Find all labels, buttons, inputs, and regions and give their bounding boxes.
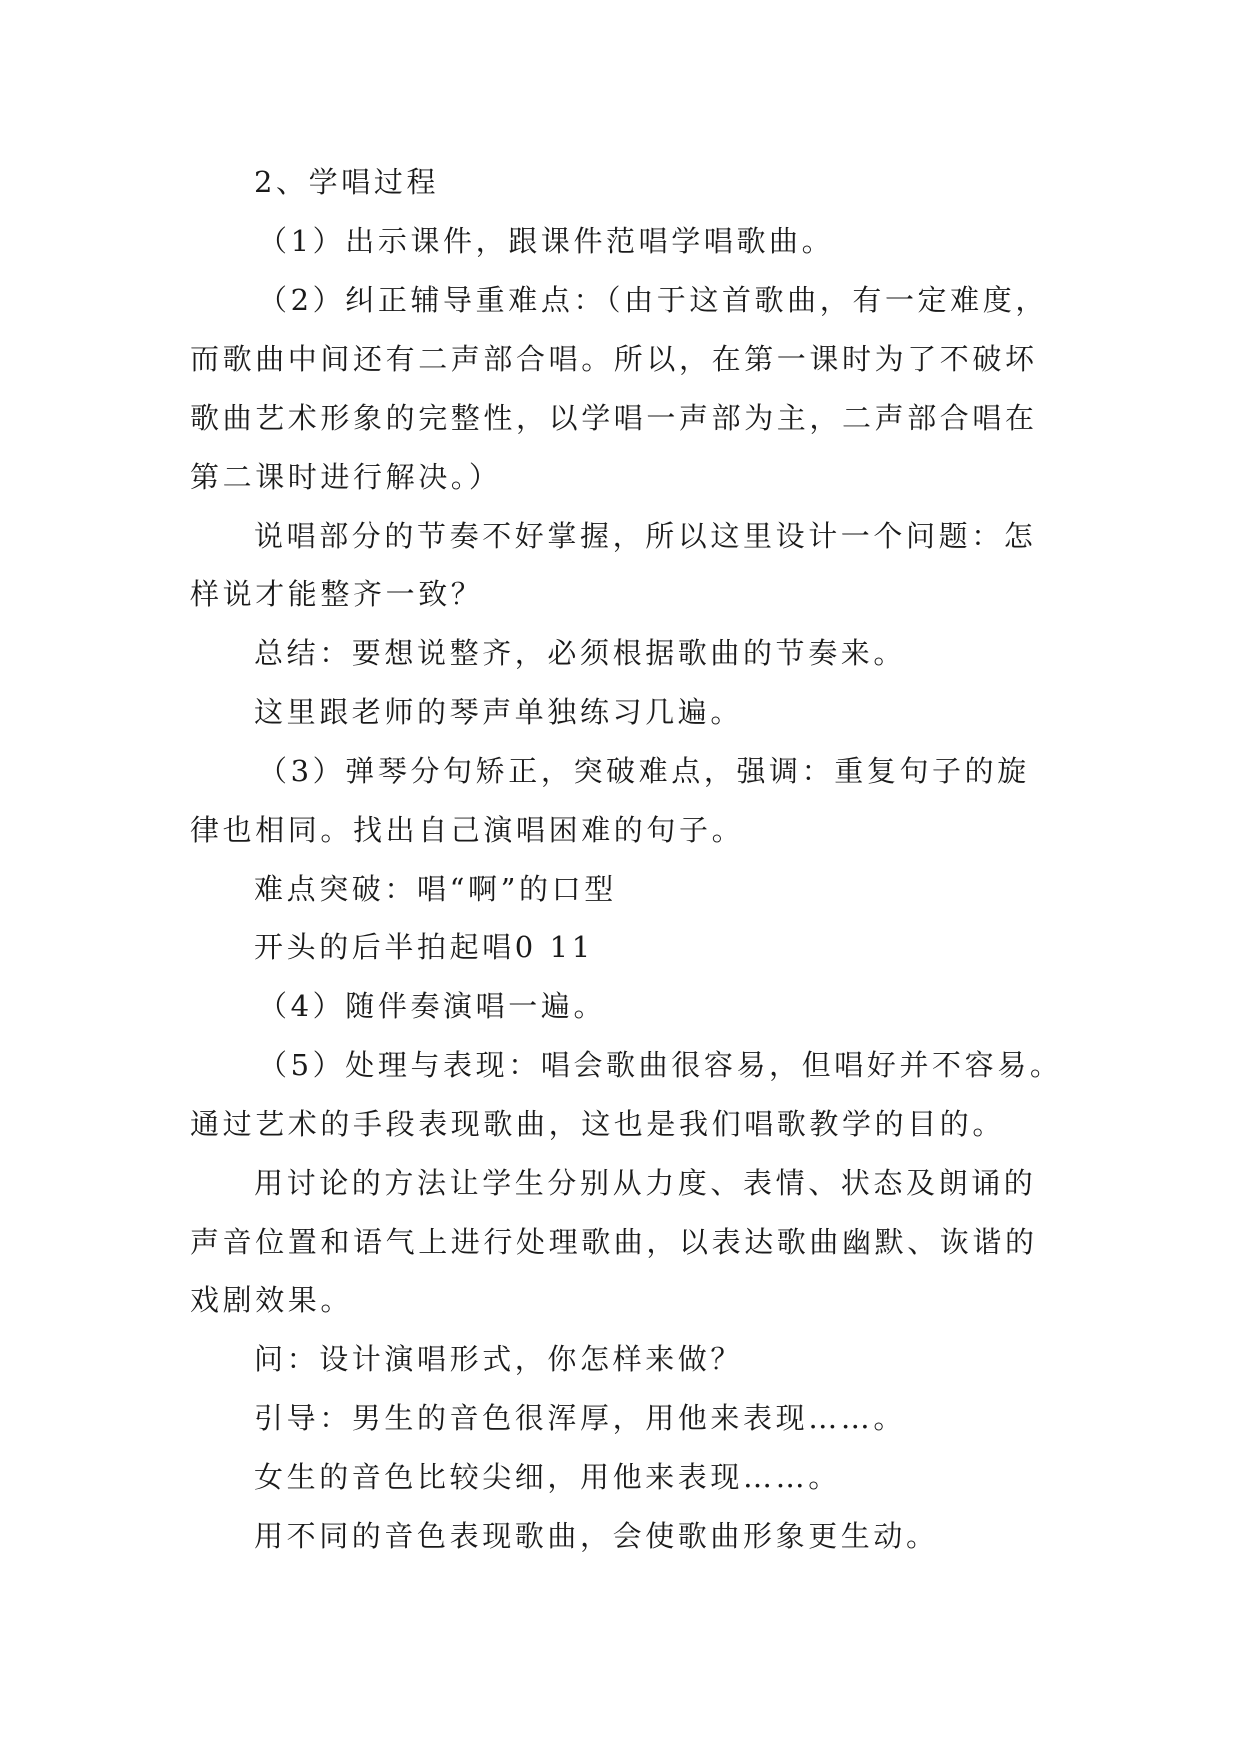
- paragraph-line: 而歌曲中间还有二声部合唱。所以，在第一课时为了不破坏: [190, 342, 1038, 376]
- paragraph-line: 问：设计演唱形式，你怎样来做？: [254, 1342, 744, 1376]
- paragraph-line: 样说才能整齐一致？: [190, 577, 484, 611]
- paragraph-line: 声音位置和语气上进行处理歌曲，以表达歌曲幽默、诙谐的: [190, 1225, 1038, 1259]
- paragraph-line: （1）出示课件，跟课件范唱学唱歌曲。: [258, 224, 835, 258]
- paragraph-line: 律也相同。找出自己演唱困难的句子。: [190, 813, 745, 847]
- paragraph-line: 用不同的音色表现歌曲，会使歌曲形象更生动。: [254, 1519, 939, 1553]
- paragraph-line: 歌曲艺术形象的完整性，以学唱一声部为主，二声部合唱在: [190, 401, 1038, 435]
- paragraph-line: 引导：男生的音色很浑厚，用他来表现……。: [254, 1401, 907, 1435]
- paragraph-line: 说唱部分的节奏不好掌握，所以这里设计一个问题：怎: [254, 519, 1037, 553]
- paragraph-line: 这里跟老师的琴声单独练习几遍。: [254, 695, 744, 729]
- paragraph-line: 戏剧效果。: [190, 1283, 354, 1317]
- paragraph-line: （2）纠正辅导重难点：（由于这首歌曲，有一定难度，: [258, 283, 1048, 317]
- paragraph-line: 通过艺术的手段表现歌曲，这也是我们唱歌教学的目的。: [190, 1107, 1006, 1141]
- paragraph-line: （4）随伴奏演唱一遍。: [258, 989, 607, 1023]
- paragraph-line: 第二课时进行解决。）: [190, 460, 502, 494]
- paragraph-line: 用讨论的方法让学生分别从力度、表情、状态及朗诵的: [254, 1166, 1037, 1200]
- paragraph-line: 女生的音色比较尖细，用他来表现……。: [254, 1460, 841, 1494]
- paragraph-line: 开头的后半拍起唱0 11: [254, 930, 594, 964]
- paragraph-line: （5）处理与表现：唱会歌曲很容易，但唱好并不容易。: [258, 1048, 1063, 1082]
- paragraph-line: 总结：要想说整齐，必须根据歌曲的节奏来。: [254, 636, 907, 670]
- paragraph-line: 难点突破：唱“啊”的口型: [254, 872, 617, 906]
- paragraph-line: （3）弹琴分句矫正，突破难点，强调：重复句子的旋: [258, 754, 1030, 788]
- section-heading: 2、学唱过程: [254, 165, 440, 199]
